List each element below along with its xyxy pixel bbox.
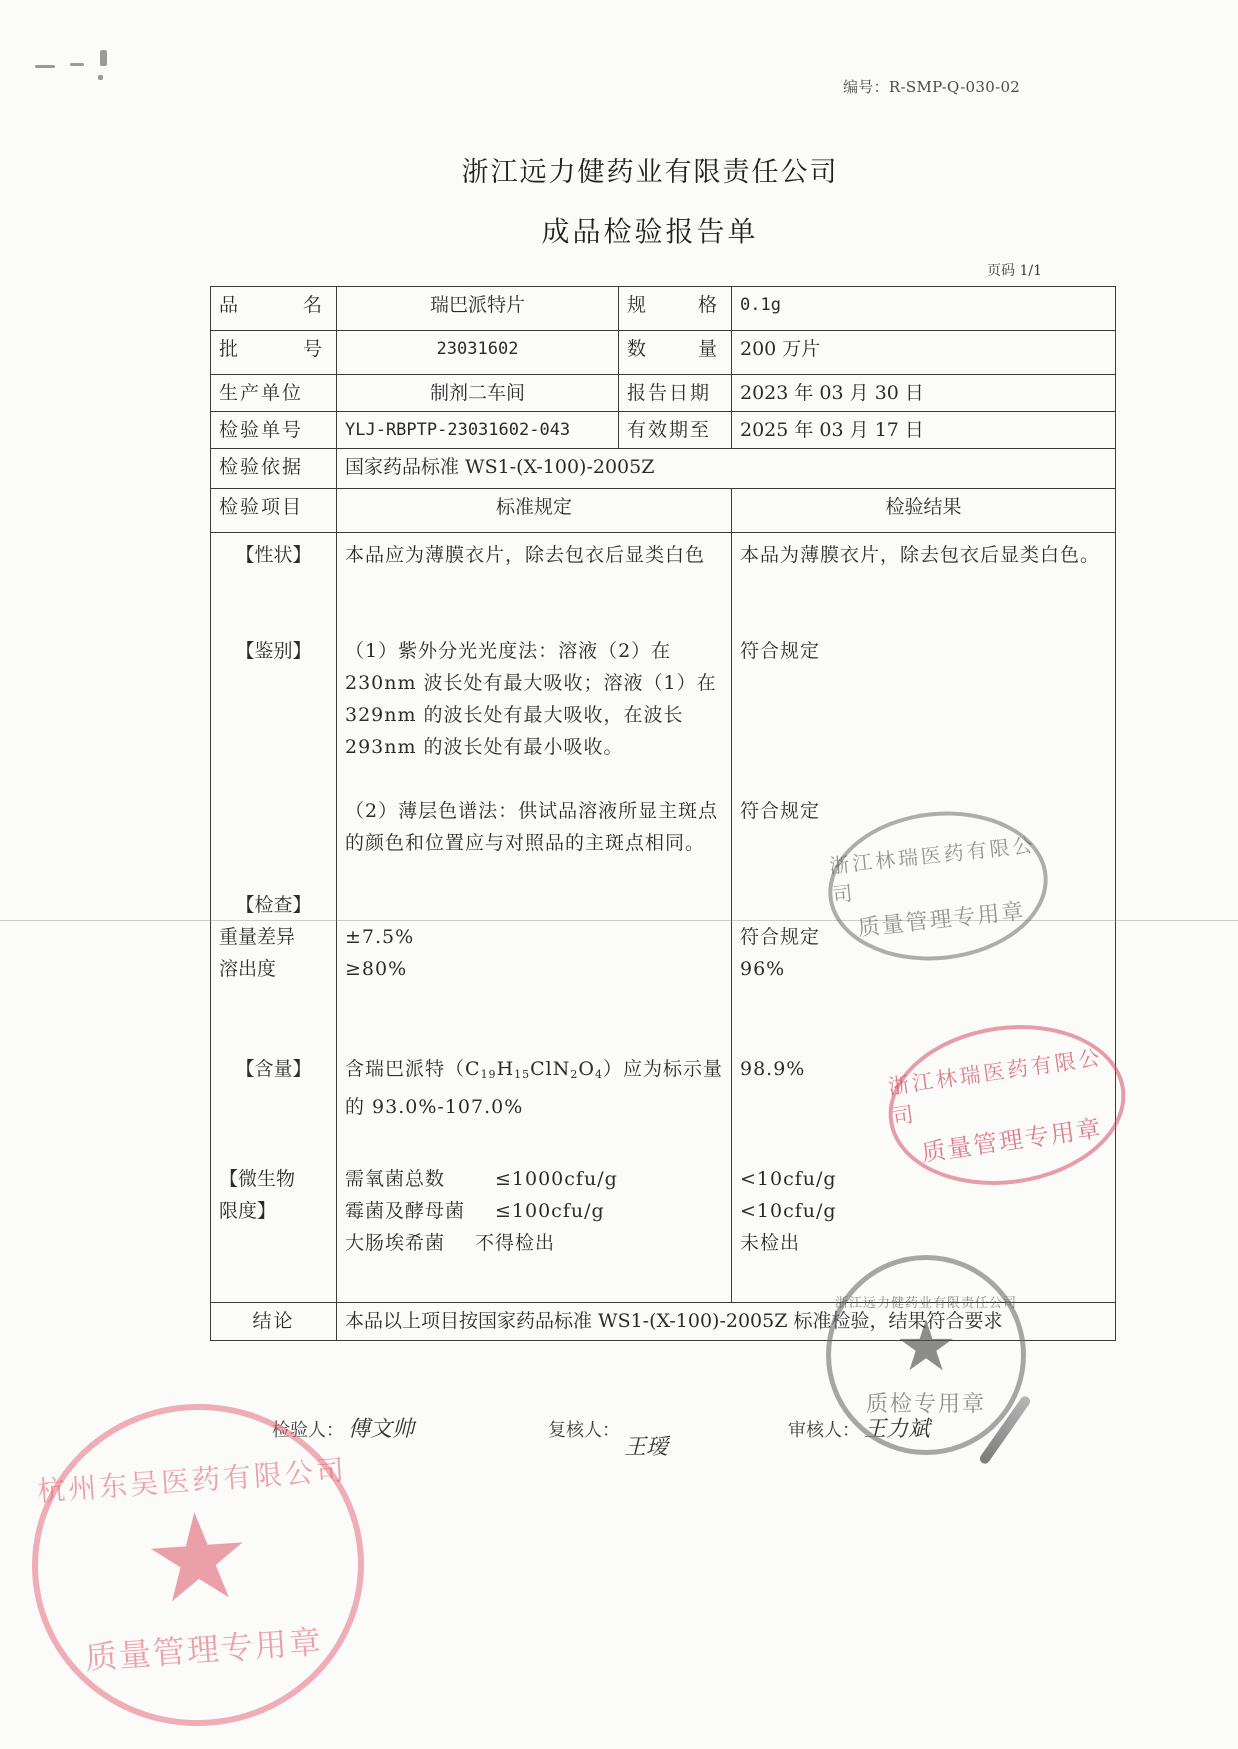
assay-suffix: ）应为标示量的 93.0%-107.0% [345, 1058, 723, 1118]
product-name-label [211, 287, 337, 331]
approver-signature [788, 1412, 930, 1443]
inspector-label: 检验人： [272, 1420, 344, 1441]
microbial-row [345, 1163, 723, 1195]
item-identification: 【鉴别】 [235, 640, 312, 662]
star-icon: ★ [139, 1485, 257, 1632]
expiry-label: 有效期至 [619, 412, 732, 449]
company-name: 浙江远力健药业有限责任公司 [461, 157, 839, 188]
row-product-name [211, 287, 1116, 331]
item-microbial-line2: 限度】 [219, 1200, 277, 1222]
inspection-report-table [210, 286, 1116, 1341]
stamp-top-text: 浙江林瑞医药有限公司 [828, 832, 1037, 907]
paper-fold-line [0, 920, 1238, 921]
label-char: 号 [302, 338, 322, 360]
microbial-row [345, 1195, 723, 1227]
inspector-signature [272, 1412, 414, 1443]
basis-label: 检验依据 [211, 449, 337, 489]
label-char: 数 [627, 338, 647, 360]
row-basis [211, 449, 1116, 489]
microbial-results [740, 1163, 1107, 1259]
formula-sub: 4 [594, 1068, 603, 1081]
row-column-headers [211, 489, 1116, 533]
doc-code-value: R-SMP-Q-030-02 [888, 78, 1021, 96]
formula-part: C [465, 1058, 481, 1080]
spec-value: 0.1g [732, 287, 1116, 331]
row-producer [211, 375, 1116, 412]
approver-label: 审核人： [788, 1420, 860, 1441]
inspection-no-label: 检验单号 [211, 412, 337, 449]
doc-code-label: 编号： [843, 78, 889, 96]
item-dissolution: 溶出度 [219, 958, 277, 980]
stamp-bottom-text: 质检专用章 [865, 1392, 986, 1417]
item-microbial-line1: 【微生物 [219, 1168, 296, 1190]
stamp-top-text: 浙江林瑞医药有限公司 [886, 1044, 1104, 1129]
microbial-limit: ≤100cfu/g [495, 1200, 605, 1222]
item-assay: 【含量】 [235, 1058, 312, 1080]
spec-label [619, 287, 732, 331]
item-inspection: 【检查】 [235, 894, 312, 916]
label-char: 名 [302, 294, 322, 316]
inspection-no-value: YLJ-RBPTP-23031602-043 [337, 412, 619, 449]
formula-part: ClN [530, 1058, 571, 1080]
formula-sub: 2 [570, 1068, 579, 1081]
quantity-value: 200 万片 [732, 331, 1116, 375]
standard-identification-tlc: （2）薄层色谱法：供试品溶液所显主斑点的颜色和位置应与对照品的主斑点相同。 [345, 800, 719, 854]
report-date-value: 2023 年 03 月 30 日 [732, 375, 1116, 412]
reviewer-signature [548, 1412, 669, 1460]
formula-part: H [496, 1058, 515, 1080]
formula-part: O [578, 1058, 595, 1080]
assay-formula [465, 1058, 603, 1080]
row-conclusion [211, 1303, 1116, 1341]
stamp-top-text: 浙江远力健药业有限责任公司 [834, 1296, 1017, 1311]
stamp-top-text: 杭州东吴医药有限公司 [36, 1453, 348, 1508]
basis-value: 国家药品标准 WS1-(X-100)-2005Z [337, 449, 1116, 489]
scan-noise-marks [30, 45, 120, 85]
producer-value: 制剂二车间 [337, 375, 619, 412]
stamp-bottom-text: 质量管理专用章 [83, 1622, 324, 1678]
standards-cell [337, 533, 732, 1303]
microbial-organism: 霉菌及酵母菌 [345, 1200, 466, 1222]
label-char: 品 [219, 294, 239, 316]
item-appearance: 【性状】 [235, 544, 312, 566]
report-title: 成品检验报告单 [541, 215, 759, 248]
standard-dissolution: ≥80% [345, 958, 408, 980]
formula-sub: 19 [480, 1068, 497, 1081]
column-header-standard: 标准规定 [337, 489, 732, 533]
reviewer-handwriting: 王瑷 [624, 1435, 669, 1460]
label-char: 量 [697, 338, 717, 360]
conclusion-text: 本品以上项目按国家药品标准 WS1-(X-100)-2005Z 标准检验，结果符合要求 [337, 1303, 1116, 1341]
standard-weight-variation: ±7.5% [345, 926, 415, 948]
document-code [843, 76, 1020, 97]
column-header-item: 检验项目 [211, 489, 337, 533]
label-char: 格 [697, 294, 717, 316]
conclusion-label: 结论 [211, 1303, 337, 1341]
pen-stroke-mark [978, 1394, 1032, 1465]
microbial-row [345, 1227, 723, 1259]
result-dissolution: 96% [740, 958, 786, 980]
report-date-label: 报告日期 [619, 375, 732, 412]
item-weight-variation: 重量差异 [219, 926, 296, 948]
microbial-result: <10cfu/g [740, 1200, 837, 1222]
result-weight-variation: 符合规定 [740, 926, 821, 948]
label-char: 批 [219, 338, 239, 360]
expiry-value: 2025 年 03 月 17 日 [732, 412, 1116, 449]
standard-identification-uv: （1）紫外分光光度法：溶液（2）在 230nm 波长处有最大吸收；溶液（1）在 329nm 的波长处有最大吸收，在波长 293nm 的波长处有最小吸收。 [345, 640, 717, 758]
label-char: 规 [627, 294, 647, 316]
microbial-result: <10cfu/g [740, 1168, 837, 1190]
producer-label: 生产单位 [211, 375, 337, 412]
reviewer-label: 复核人： [548, 1420, 620, 1441]
batch-value: 23031602 [337, 331, 619, 375]
formula-sub: 15 [514, 1068, 531, 1081]
standard-appearance: 本品应为薄膜衣片，除去包衣后显类白色 [345, 544, 706, 566]
result-identification-tlc: 符合规定 [740, 800, 821, 822]
star-icon: ★ [894, 1305, 958, 1387]
approver-handwriting: 王力斌 [864, 1417, 931, 1442]
microbial-result: 未检出 [740, 1232, 801, 1254]
page-label: 页码 [987, 263, 1015, 279]
result-identification-uv: 符合规定 [740, 640, 821, 662]
item-names-cell [211, 533, 337, 1303]
page-number [987, 260, 1042, 280]
company-stamp-red-round [21, 1393, 375, 1737]
assay-prefix: 含瑞巴派特（ [345, 1058, 466, 1080]
row-batch [211, 331, 1116, 375]
batch-label [211, 331, 337, 375]
result-appearance: 本品为薄膜衣片，除去包衣后显类白色。 [740, 544, 1101, 566]
microbial-standards [345, 1163, 723, 1259]
row-test-items [211, 533, 1116, 1303]
stamp-bottom-text: 质量管理专用章 [919, 1113, 1105, 1167]
page-value: 1/1 [1019, 263, 1042, 279]
microbial-limit: ≤1000cfu/g [495, 1168, 618, 1190]
microbial-limit: 不得检出 [475, 1232, 556, 1254]
column-header-result: 检验结果 [732, 489, 1116, 533]
result-assay: 98.9% [740, 1058, 806, 1080]
results-cell [732, 533, 1116, 1303]
quantity-label [619, 331, 732, 375]
inspector-handwriting: 傅文帅 [348, 1417, 415, 1442]
microbial-organism: 需氧菌总数 [345, 1168, 446, 1190]
stamp-bottom-text: 质量管理专用章 [856, 898, 1027, 942]
standard-assay [345, 1053, 723, 1163]
row-inspection-no [211, 412, 1116, 449]
microbial-organism: 大肠埃希菌 [345, 1232, 446, 1254]
product-name-value: 瑞巴派特片 [337, 287, 619, 331]
